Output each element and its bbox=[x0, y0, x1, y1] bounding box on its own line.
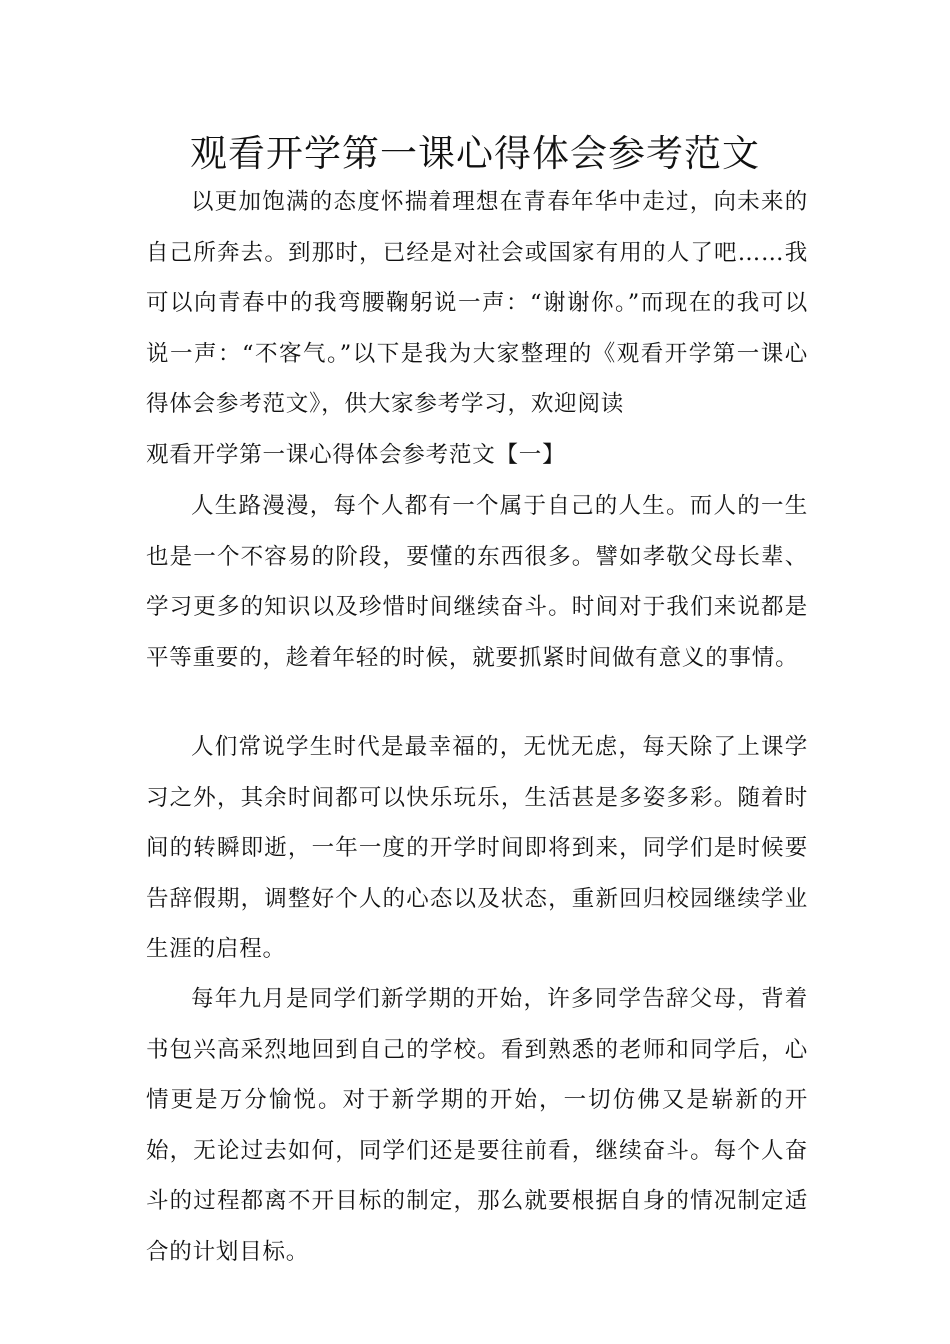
body-paragraph: 每年九月是同学们新学期的开始，许多同学告辞父母，背着书包兴高采烈地回到自己的学校。看到熟悉的老师和同学后，心情更是万分愉悦。对于新学期的开始，一切仿佛又是崭新的开始，无论过去如何，同学们还是要往前看，继续奋斗。每个人奋斗的过程都离不开目标的制定，那么就要根据自身的情况制定适合的计划目标。 bbox=[146, 986, 808, 1265]
intro-paragraph: 以更加饱满的态度怀揣着理想在青春年华中走过，向未来的自己所奔去。到那时，已经是对社会或国家有用的人了吧……我可以向青春中的我弯腰鞠躬说一声：“谢谢你。”而现在的我可以说一声：“不客气。”以下是我为大家整理的《观看开学第一课心得体会参考范文》，供大家参考学习，欢迎阅读 bbox=[146, 189, 808, 417]
document-title: 观看开学第一课心得体会参考范文 bbox=[190, 132, 760, 175]
body-paragraph: 人生路漫漫，每个人都有一个属于自己的人生。而人的一生也是一个不容易的阶段，要懂的东西很多。譬如孝敬父母长辈、学习更多的知识以及珍惜时间继续奋斗。时间对于我们来说都是平等重要的，趁着年轻的时候，就要抓紧时间做有意义的事情。 bbox=[146, 493, 808, 671]
section-heading: 观看开学第一课心得体会参考范文【一】 bbox=[146, 442, 566, 468]
body-paragraph: 人们常说学生时代是最幸福的，无忧无虑，每天除了上课学习之外，其余时间都可以快乐玩乐，生活甚是多姿多彩。随着时间的转瞬即逝，一年一度的开学时间即将到来，同学们是时候要告辞假期，调整好个人的心态以及状态，重新回归校园继续学业生涯的启程。 bbox=[146, 734, 808, 962]
